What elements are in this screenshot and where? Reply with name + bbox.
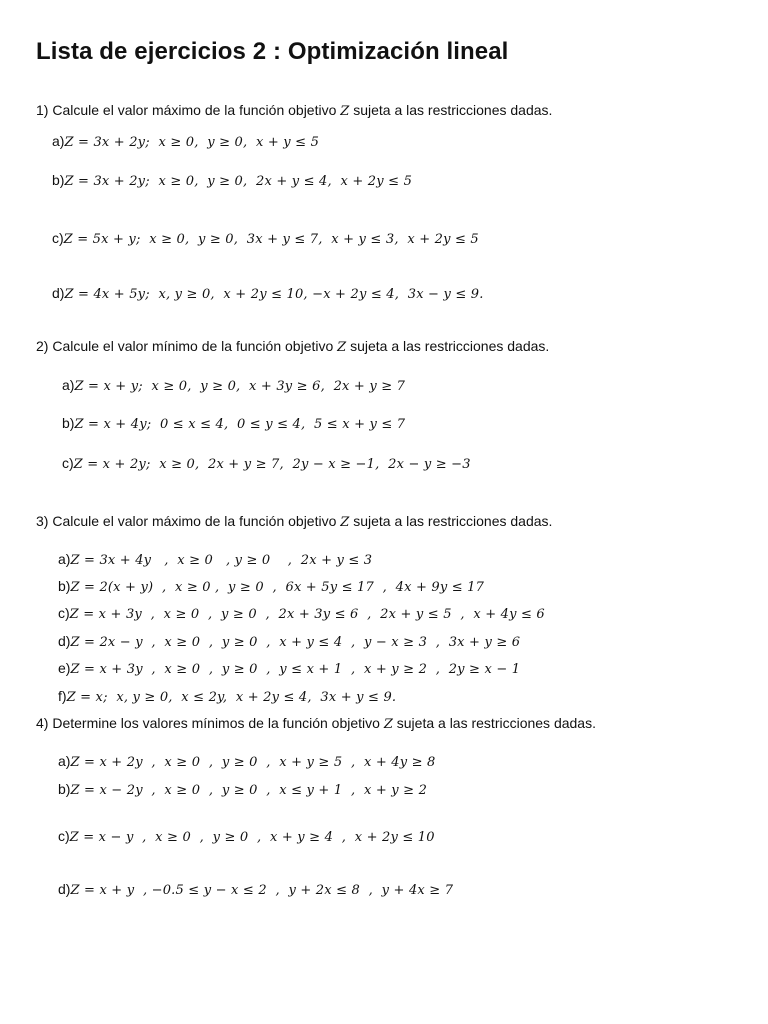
section-3-prompt-variable: Z [340, 515, 350, 530]
exercise-formula: Z = 4x + 5y; x, y ≥ 0, x + 2y ≤ 10, −x + 2y ≤ 4, 3x − y ≤ 9. [64, 287, 484, 302]
exercise-3a [58, 551, 372, 568]
exercise-formula: Z = 3x + 2y; x ≥ 0, y ≥ 0, 2x + y ≤ 4, x + 2y ≤ 5 [64, 174, 413, 189]
exercise-2c [62, 455, 471, 472]
exercise-label: d) [58, 633, 71, 649]
exercise-label: b) [52, 172, 65, 188]
exercise-formula: Z = x + 4y; 0 ≤ x ≤ 4, 0 ≤ y ≤ 4, 5 ≤ x + y ≤ 7 [74, 417, 406, 432]
exercise-1d [52, 285, 484, 302]
exercise-formula: Z = x; x, y ≥ 0, x ≤ 2y, x + 2y ≤ 4, 3x + y ≤ 9. [66, 690, 397, 705]
exercise-label: d) [58, 881, 71, 897]
exercise-2a [62, 377, 405, 394]
section-2-prompt [36, 338, 549, 355]
exercise-formula: Z = x + 2y; x ≥ 0, 2x + y ≥ 7, 2y − x ≥ −1, 2x − y ≥ −3 [73, 457, 471, 472]
exercise-formula: Z = 3x + 2y; x ≥ 0, y ≥ 0, x + y ≤ 5 [64, 135, 320, 150]
section-1-prompt-variable: Z [340, 104, 350, 119]
section-3-prompt-text: 3) Calcule el valor máximo de la función objetivo [36, 513, 341, 529]
exercise-4d [58, 881, 453, 898]
exercise-3d [58, 633, 520, 650]
exercise-label: a) [58, 551, 71, 567]
exercise-3b [58, 578, 484, 595]
section-2-prompt-text: 2) Calcule el valor mínimo de la función objetivo [36, 338, 338, 354]
exercise-label: c) [58, 605, 70, 621]
exercise-4c [58, 828, 435, 845]
exercise-4a [58, 753, 436, 770]
exercise-formula: Z = 2(x + y) , x ≥ 0 , y ≥ 0 , 6x + 5y ≤ 17 , 4x + 9y ≤ 17 [70, 580, 485, 595]
exercise-formula: Z = x + 2y , x ≥ 0 , y ≥ 0 , x + y ≥ 5 , x + 4y ≥ 8 [70, 755, 436, 770]
exercise-1a [52, 133, 319, 150]
section-4-prompt-variable: Z [383, 717, 393, 732]
section-2-prompt-text-end: sujeta a las restricciones dadas. [346, 338, 550, 354]
exercise-formula: Z = 5x + y; x ≥ 0, y ≥ 0, 3x + y ≤ 7, x + y ≤ 3, x + 2y ≤ 5 [63, 232, 479, 247]
exercise-label: b) [62, 415, 75, 431]
section-3-prompt-text-end: sujeta a las restricciones dadas. [349, 513, 553, 529]
exercise-2b [62, 415, 405, 432]
section-3-prompt [36, 513, 552, 530]
exercise-4b [58, 781, 427, 798]
exercise-formula: Z = x + y; x ≥ 0, y ≥ 0, x + 3y ≥ 6, 2x + y ≥ 7 [74, 379, 406, 394]
page-title: Lista de ejercicios 2 : Optimización lineal [36, 38, 509, 65]
exercise-label: a) [52, 133, 65, 149]
section-4-prompt-text: 4) Determine los valores mínimos de la función objetivo [36, 715, 384, 731]
exercise-label: a) [62, 377, 75, 393]
section-4-prompt [36, 715, 596, 732]
exercise-label: a) [58, 753, 71, 769]
exercise-formula: Z = x − y , x ≥ 0 , y ≥ 0 , x + y ≥ 4 , x + 2y ≤ 10 [69, 830, 435, 845]
exercise-label: e) [58, 660, 71, 676]
exercise-formula: Z = x − 2y , x ≥ 0 , y ≥ 0 , x ≤ y + 1 , x + y ≥ 2 [70, 783, 428, 798]
exercise-3c [58, 605, 545, 622]
exercise-formula: Z = x + 3y , x ≥ 0 , y ≥ 0 , 2x + 3y ≤ 6 , 2x + y ≤ 5 , x + 4y ≤ 6 [69, 607, 545, 622]
section-4-prompt-text-end: sujeta a las restricciones dadas. [392, 715, 596, 731]
exercise-label: b) [58, 578, 71, 594]
exercise-label: c) [58, 828, 70, 844]
exercise-formula: Z = 2x − y , x ≥ 0 , y ≥ 0 , x + y ≤ 4 , y − x ≥ 3 , 3x + y ≥ 6 [70, 635, 521, 650]
exercise-formula: Z = x + 3y , x ≥ 0 , y ≥ 0 , y ≤ x + 1 , x + y ≥ 2 , 2y ≥ x − 1 [70, 662, 521, 677]
section-1-prompt-text-end: sujeta a las restricciones dadas. [349, 102, 553, 118]
exercise-3e [58, 660, 520, 677]
section-1-prompt-text: 1) Calcule el valor máximo de la función objetivo [36, 102, 341, 118]
section-2-prompt-variable: Z [337, 340, 347, 355]
exercise-3f [58, 688, 396, 705]
exercise-label: f) [58, 688, 67, 704]
section-1-prompt [36, 102, 552, 119]
exercise-formula: Z = 3x + 4y , x ≥ 0 , y ≥ 0 , 2x + y ≤ 3 [70, 553, 373, 568]
exercise-label: b) [58, 781, 71, 797]
exercise-label: c) [52, 230, 64, 246]
exercise-1b [52, 172, 412, 189]
exercise-1c [52, 230, 479, 247]
exercise-label: d) [52, 285, 65, 301]
exercise-formula: Z = x + y , −0.5 ≤ y − x ≤ 2 , y + 2x ≤ 8 , y + 4x ≥ 7 [70, 883, 454, 898]
exercise-label: c) [62, 455, 74, 471]
